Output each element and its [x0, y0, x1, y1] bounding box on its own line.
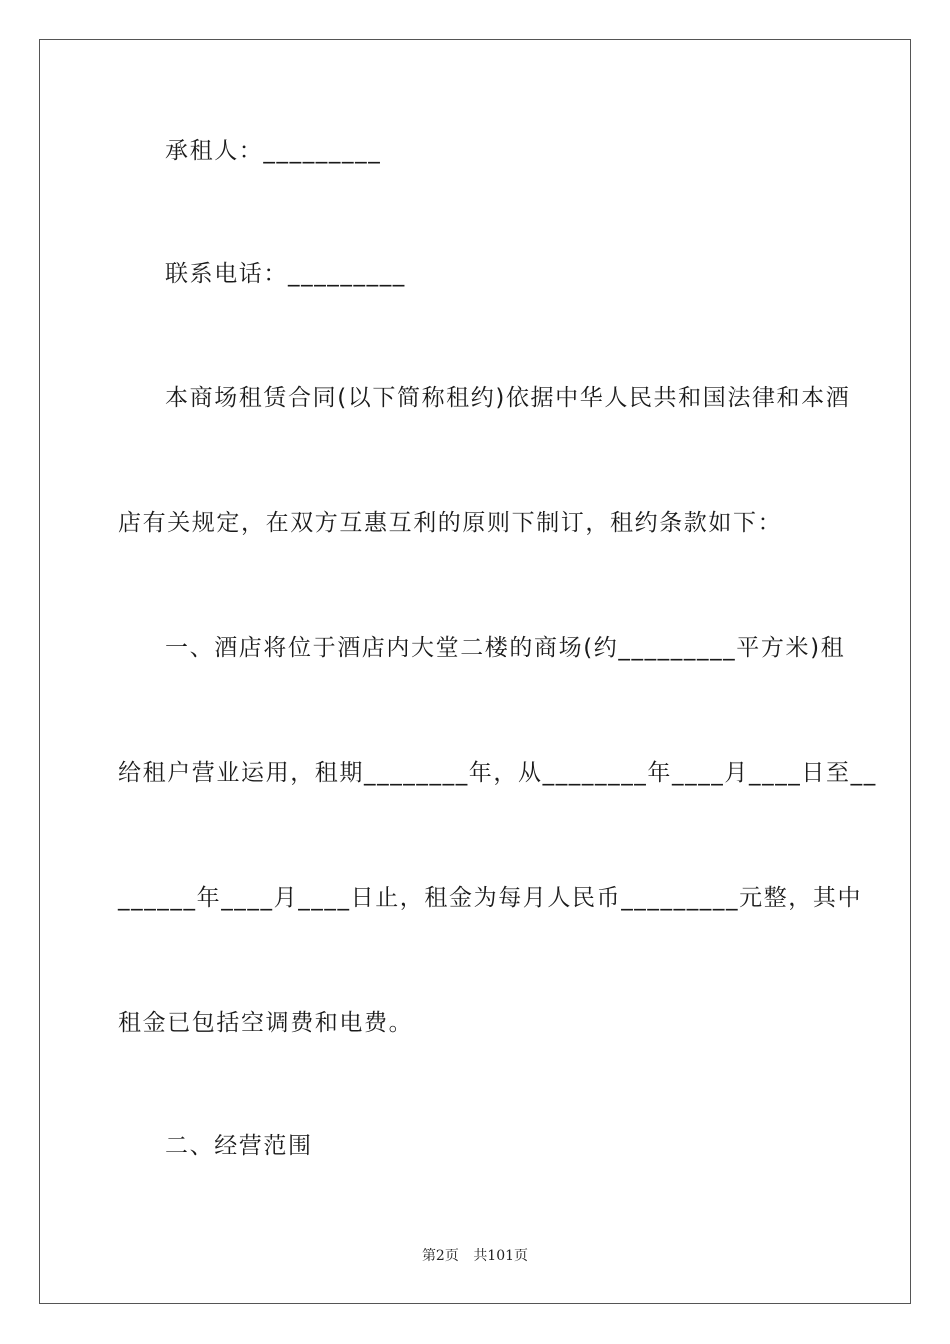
page-total: 共101页 — [473, 1248, 529, 1264]
page-number: 第2页 — [421, 1248, 459, 1264]
page-footer — [0, 1245, 950, 1265]
clause-2-heading: 二、经营范围 — [165, 1133, 313, 1159]
lessee-line: 承租人：_________ — [165, 138, 382, 164]
clause-1-line-3: ______年____月____日止，租金为每月人民币_________元整，其中 — [118, 885, 863, 911]
phone-line: 联系电话：_________ — [165, 261, 406, 287]
intro-paragraph-line-1: 本商场租赁合同(以下简称租约)依据中华人民共和国法律和本酒 — [165, 385, 851, 411]
page-border — [39, 39, 911, 1304]
clause-1-line-2: 给租户营业运用，租期________年，从________年____月____日至__ — [118, 760, 877, 786]
clause-1-line-4: 租金已包括空调费和电费。 — [118, 1010, 414, 1036]
intro-paragraph-line-2: 店有关规定，在双方互惠互利的原则下制订，租约条款如下： — [118, 510, 783, 536]
clause-1-line-1: 一、酒店将位于酒店内大堂二楼的商场(约_________平方米)租 — [165, 635, 846, 661]
